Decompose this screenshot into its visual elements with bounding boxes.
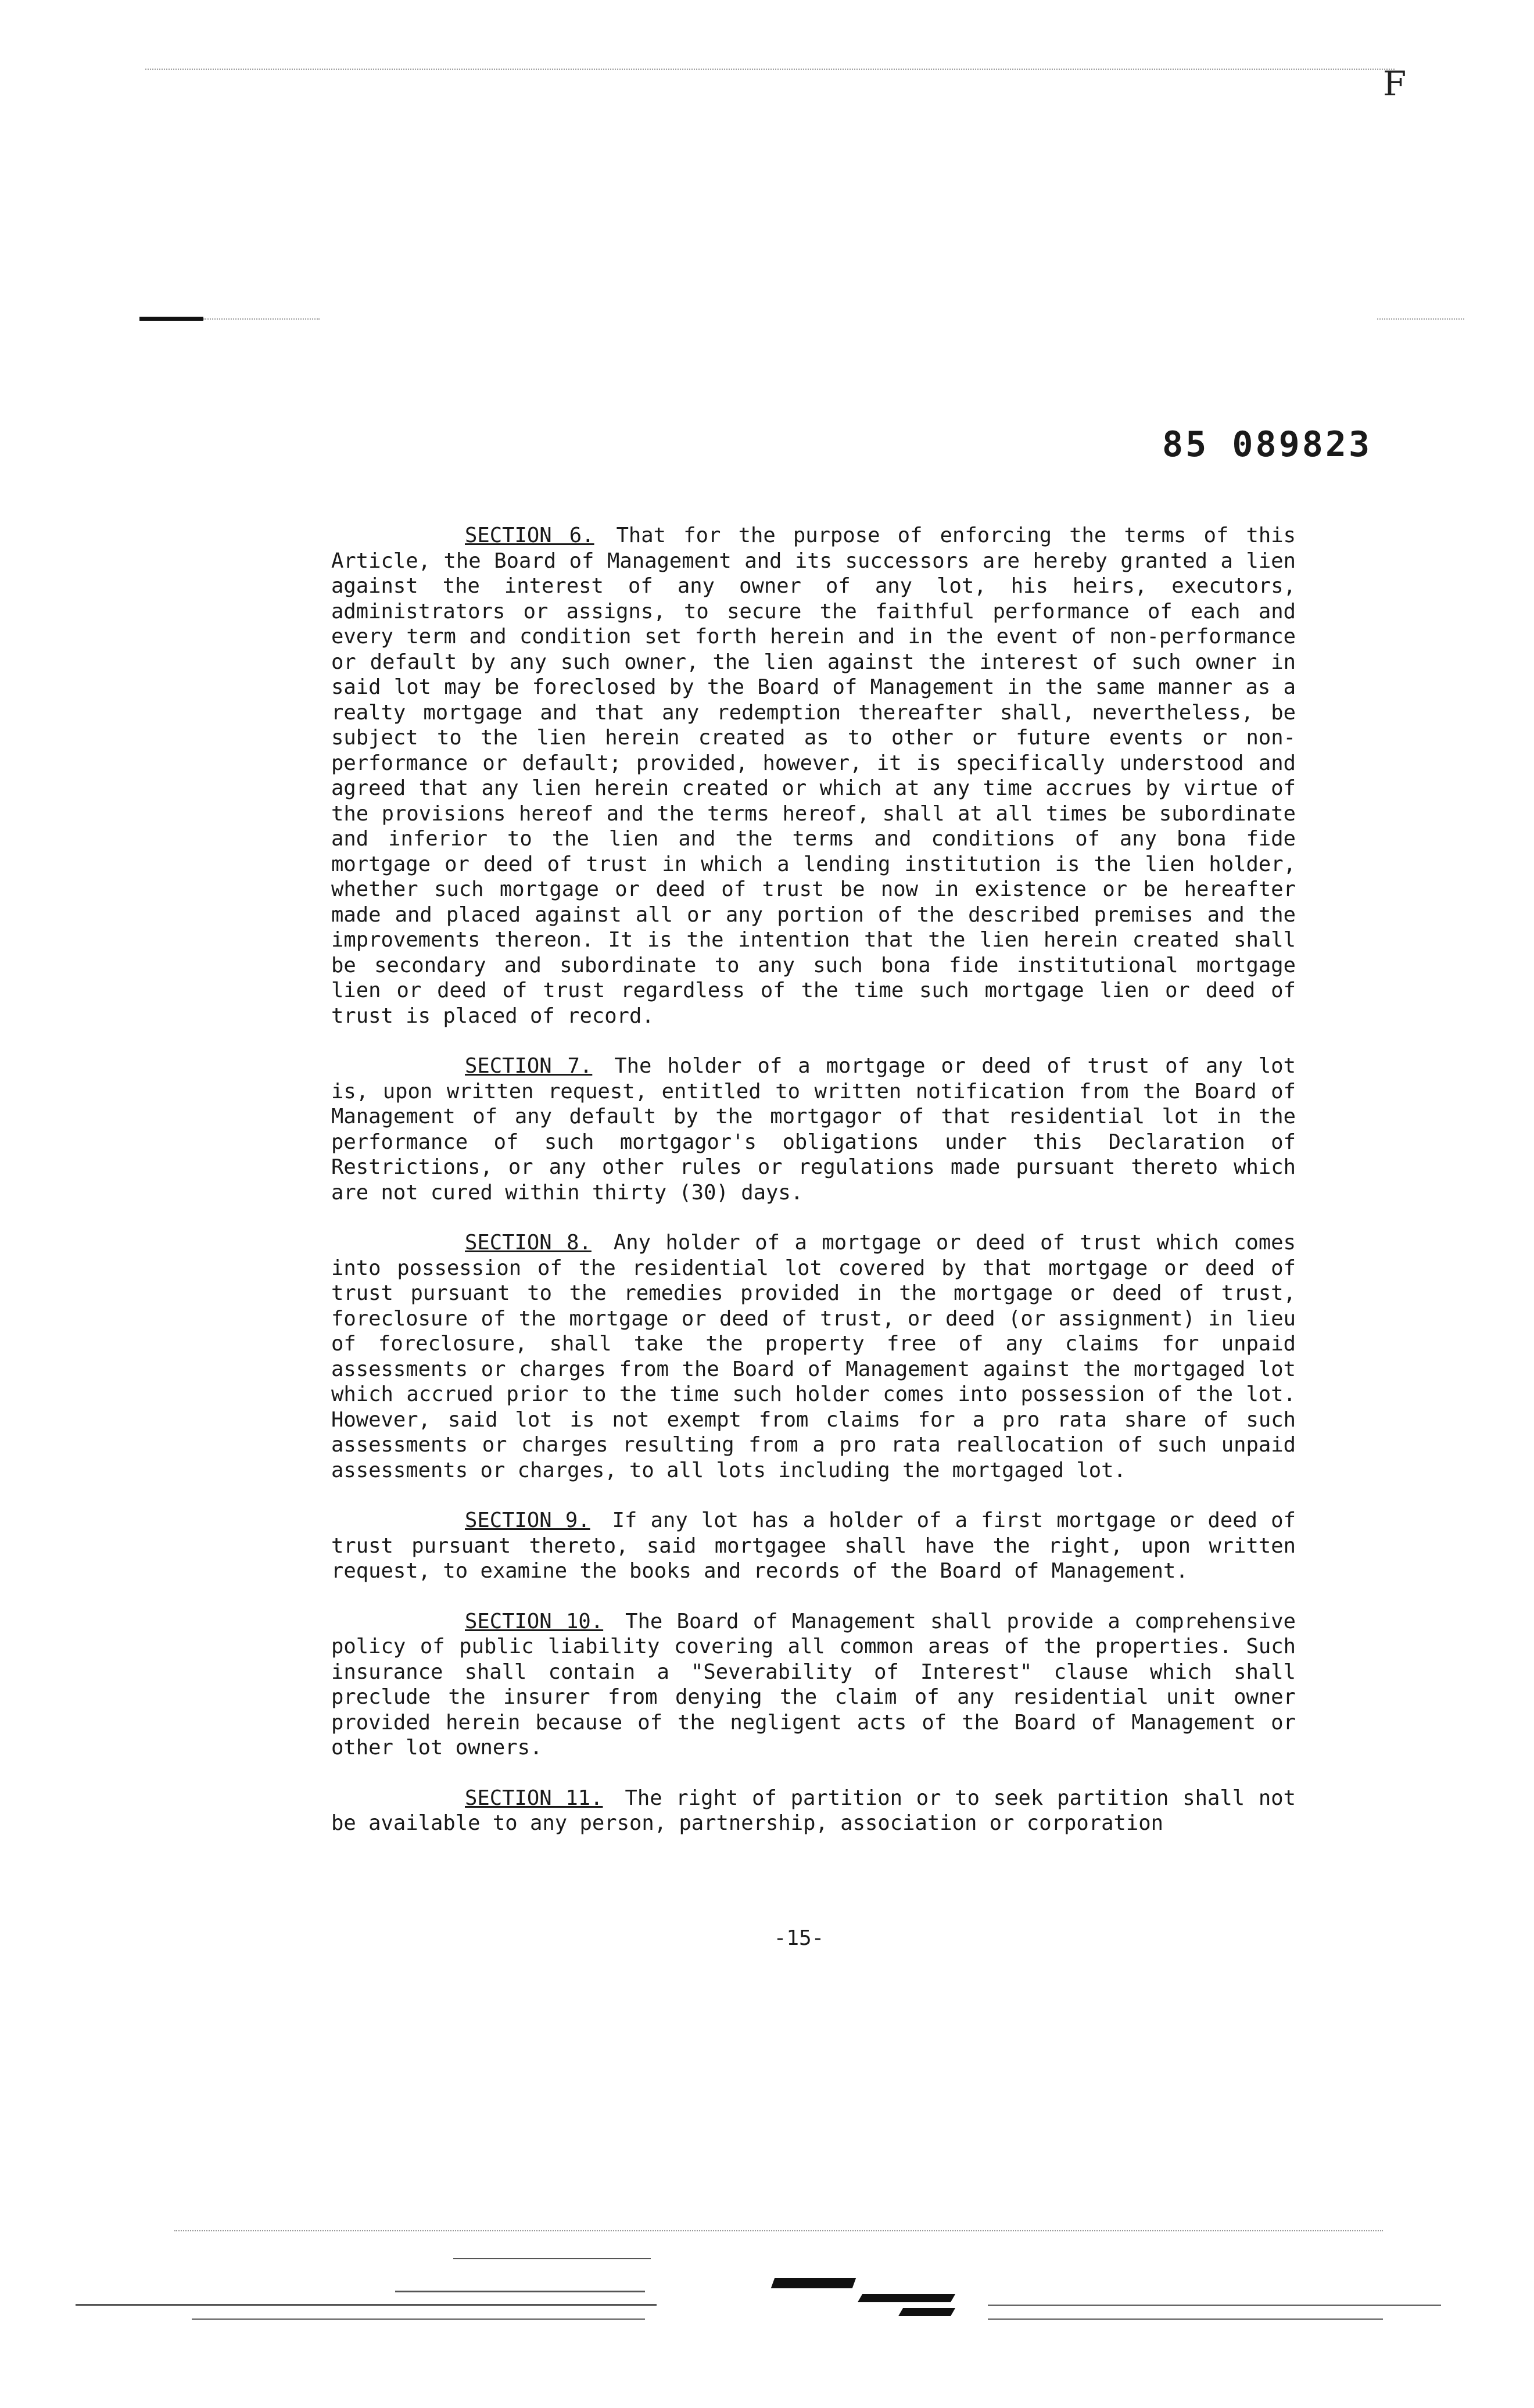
section-heading: SECTION 6. — [465, 524, 594, 547]
section-heading: SECTION 11. — [465, 1786, 603, 1810]
section-7 — [331, 1054, 1296, 1205]
scan-artifact-left-dots — [203, 318, 320, 320]
section-text: That for the purpose of enforcing the terms of this Article, the Board of Management and its successors are hereby granted a lien against the interest of any owner of any lot, his heirs, executors, administrators or assigns, to secure the faithful performance of each and every term and condition set forth herein and in the event of non-performance or default by any such owner, the lien against the interest of such owner in said lot may be foreclosed by the Board of Management in the same manner as a realty mortgage and that any redemption thereafter shall, nevertheless, be subject to the lien herein created as to other or future events or non-performance or default; provided, however, it is specifically understood and agreed that any lien herein created or which at any time accrues by virtue of the provisions hereof and the terms hereof, shall at all times be subordinate and inferior to the lien and the terms and conditions of any bona fide mortgage or deed of trust in which a lending institution is the lien holder, whether such mortgage or deed of trust be now in existence or be hereafter made and placed against all or any portion of the described premises and the improvements thereon. It is the intention that the lien herein created shall be secondary and subordinate to any such bona fide institutional mortgage lien or deed of trust regardless of the time such mortgage lien or deed of trust is placed of record. — [331, 524, 1296, 1028]
scan-artifact-bottom-smudge — [858, 2294, 955, 2302]
section-text: If any lot has a holder of a first mortgage or deed of trust pursuant thereto, said mortgagee shall have the right, upon written request, to examine the books and records of the Board of Management. — [331, 1508, 1296, 1583]
section-6 — [331, 523, 1296, 1029]
corner-mark: F — [1383, 64, 1407, 103]
document-number: 85 089823 — [1162, 424, 1372, 465]
section-11 — [331, 1786, 1296, 1836]
scan-artifact-left-mark — [139, 317, 203, 321]
section-heading: SECTION 7. — [465, 1054, 593, 1078]
section-heading: SECTION 10. — [465, 1609, 604, 1633]
scan-artifact-bottom-rule — [76, 2304, 657, 2306]
page-number: -15- — [773, 1926, 825, 1950]
section-9 — [331, 1508, 1296, 1584]
scan-artifact-bottom-dots — [174, 2230, 1383, 2231]
section-8 — [331, 1230, 1296, 1483]
scan-artifact-bottom-rule — [988, 2319, 1383, 2320]
section-heading: SECTION 8. — [465, 1231, 592, 1255]
section-text: The Board of Management shall provide a comprehensive policy of public liability covering all common areas of the properties. Such insurance shall contain a "Severability of Interest" clause which shall preclude the insurer from denying the claim of any residential unit owner provided herein because of the negligent acts of the Board of Management or other lot owners. — [331, 1609, 1296, 1760]
scan-artifact-bottom-rule — [988, 2305, 1441, 2306]
scan-artifact-bottom-rule — [192, 2319, 645, 2320]
document-body — [331, 523, 1296, 1861]
scan-artifact-bottom-rule — [395, 2291, 645, 2292]
section-10 — [331, 1609, 1296, 1761]
section-heading: SECTION 9. — [465, 1508, 590, 1532]
scan-artifact-bottom-smudge — [898, 2308, 955, 2316]
section-text: Any holder of a mortgage or deed of trust which comes into possession of the residential lot covered by that mortgage or deed of trust pursuant to the remedies provided in the mortgage or deed of trust, foreclosure of the mortgage or deed of trust, or deed (or assignment) in lieu of foreclosure, shall take the property free of any claims for unpaid assessments or charges from the Board of Management against the mortgaged lot which accrued prior to the time such holder comes into possession of the lot. However, said lot is not exempt from claims for a pro rata share of such assessments or charges resulting from a pro rata reallocation of such unpaid assessments or charges, to all lots including the mortgaged lot. — [331, 1231, 1296, 1482]
scan-artifact-bottom-smudge — [771, 2278, 856, 2288]
section-text: The holder of a mortgage or deed of trust of any lot is, upon written request, entitled to written notification from the Board of Management of any default by the mortgagor of that residential lot in the performance of such mortgagor's obligations under this Declaration of Restrictions, or any other rules or regulations made pursuant thereto which are not cured within thirty (30) days. — [331, 1054, 1296, 1205]
section-text: The right of partition or to seek partition shall not be available to any person, partnership, association or corporation — [331, 1786, 1296, 1835]
scan-artifact-right-dots — [1377, 318, 1464, 320]
scan-artifact-top-dots — [145, 69, 1395, 70]
scan-artifact-bottom-rule — [453, 2258, 651, 2259]
